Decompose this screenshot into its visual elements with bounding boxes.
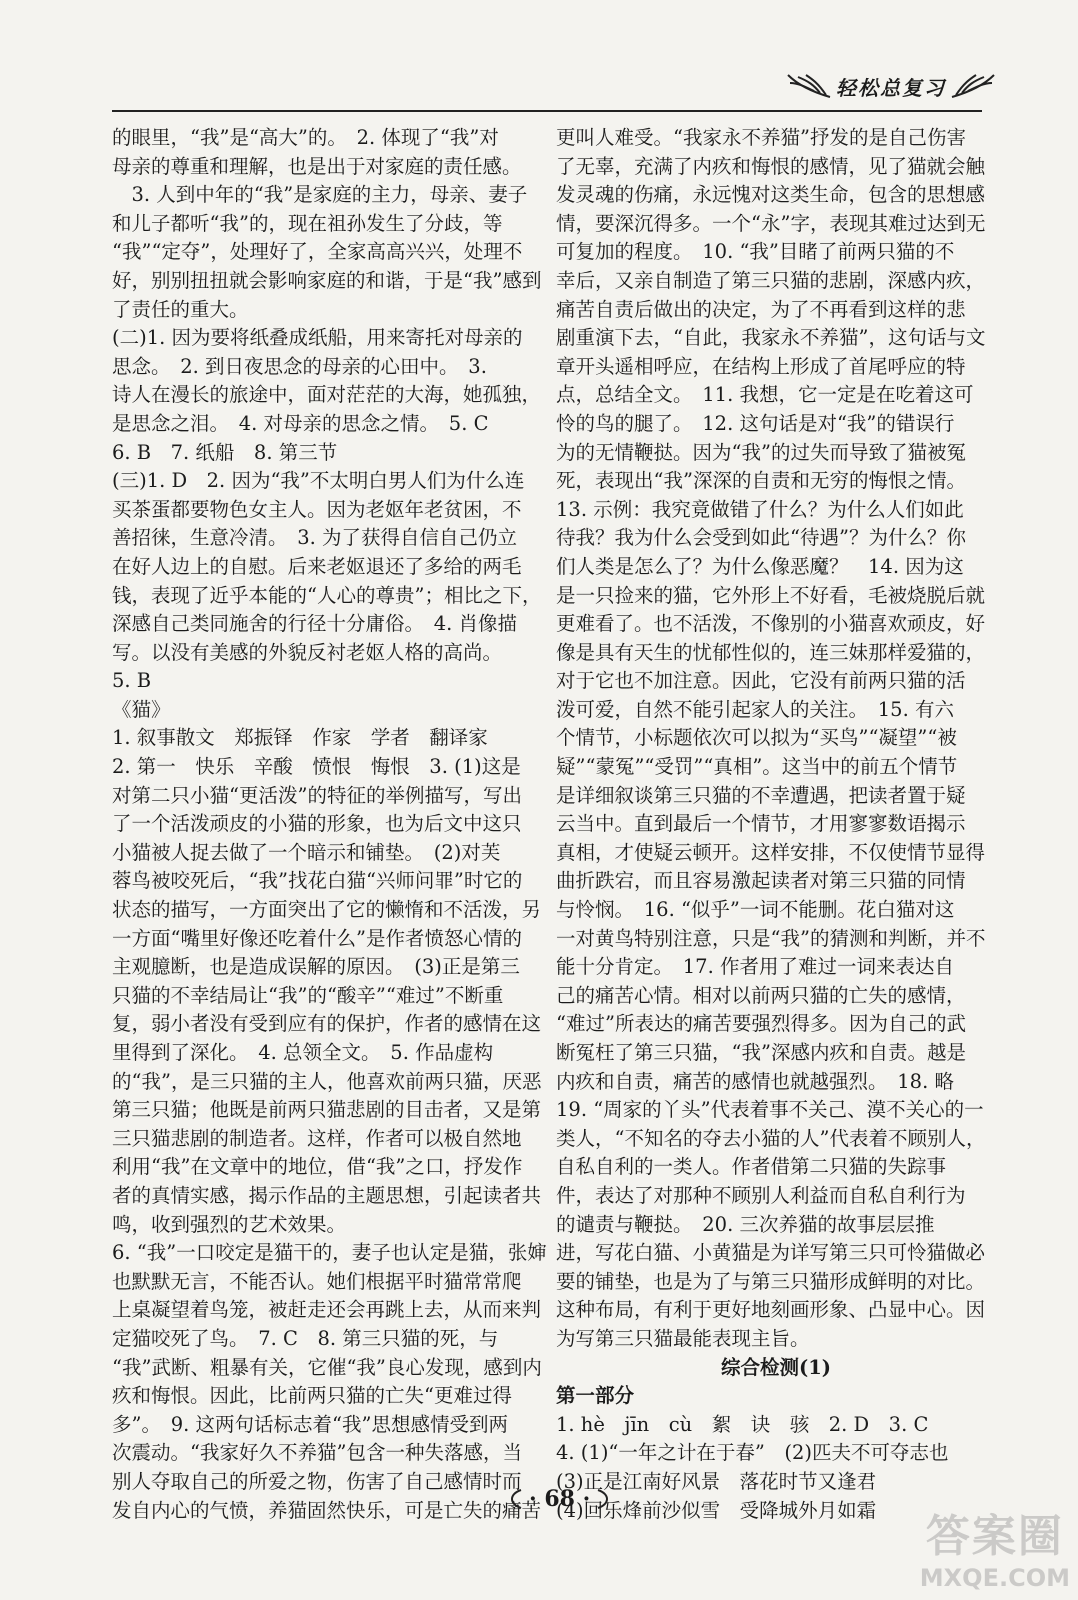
text-line: 自私自利的一类人。作者借第二只猫的失踪事 (556, 1155, 947, 1179)
page-number-ornament (505, 1486, 614, 1512)
text-line: 件，表达了对那种不顾别人利益而自私自利行为 (556, 1183, 966, 1207)
text-line: 这种布局，有利于更好地刻画形象、凸显中心。因 (556, 1298, 986, 1322)
text-line: 《猫》 (112, 697, 171, 721)
text-line: 5. B (112, 669, 152, 693)
watermark-url: MXQE.COM (919, 1564, 1070, 1592)
text-line: 也默默无言，不能否认。她们根据平时猫常常爬 (112, 1269, 522, 1293)
header-brand (786, 72, 996, 101)
text-line: 钱，表现了近乎本能的“人心的尊贵”；相比之下， (112, 583, 542, 607)
text-line: 3. 人到中年的“我”是家庭的主力，母亲、妻子 (112, 183, 528, 207)
text-line: 一方面“嘴里好像还吃着什么”是作者愤怒心情的 (112, 926, 522, 950)
text-line: 利用“我”在文章中的地位，借“我”之口，抒发作 (112, 1155, 523, 1179)
text-line: 发自内心的气愤，养猫固然快乐，可是亡失的痛苦 (112, 1498, 542, 1522)
text-line: 2. 第一 快乐 辛酸 愤恨 悔恨 3. (1)这是 (112, 755, 521, 779)
ornament-left-icon (505, 1488, 523, 1510)
text-line: 里得到了深化。 4. 总领全文。 5. 作品虚构 (112, 1041, 494, 1064)
text-line: 1. 叙事散文 郑振铎 作家 学者 翻译家 (112, 726, 488, 750)
text-line: (三)1. D 2. 因为“我”不太明白男人们为什么连 (112, 469, 525, 493)
ornament-right-icon (596, 1488, 614, 1510)
text-line: 只猫的不幸结局让“我”的“酸辛”“难过”不断重 (112, 983, 504, 1007)
text-line: 是思念之泪。 4. 对母亲的思念之情。 5. C (112, 411, 489, 435)
text-line: 情，要深沉得多。一个“永”字，表现其难过达到无 (556, 211, 986, 235)
text-line: (二)1. 因为要将纸叠成纸船，用来寄托对母亲的 (112, 326, 523, 350)
text-line: 可复加的程度。 10. “我”目睹了前两只猫的不 (556, 240, 955, 264)
left-column (112, 124, 550, 1525)
text-line: 鸣，收到强烈的艺术效果。 (112, 1212, 347, 1236)
text-line: 6. B 7. 纸船 8. 第三节 (112, 440, 338, 464)
text-line: 一对黄鸟特别注意，只是“我”的猜测和判断，并不 (556, 926, 986, 950)
section-title: 综合检测(1) (720, 1355, 832, 1379)
text-line: 幸后，又亲自制造了第三只猫的悲剧，深感内疚， (556, 268, 986, 292)
text-line: 19. “周家的丫头”代表着事不关己、漠不关心的一 (556, 1098, 984, 1122)
text-line: 像是具有天生的忧郁性似的，连三妹那样爱猫的， (556, 640, 986, 664)
text-line: 定猫咬死了鸟。 7. C 8. 第三只猫的死，与 (112, 1326, 499, 1350)
text-line: 待我？我为什么会受到如此“待遇”？为什么？你 (556, 526, 966, 550)
text-line: 善招徕，生意冷清。 3. 为了获得自信自己仍立 (112, 526, 518, 550)
text-line: 的“我”，是三只猫的主人，他喜欢前两只猫，厌恶 (112, 1069, 542, 1093)
text-line: 章开头遥相呼应，在结构上形成了首尾呼应的特 (556, 354, 966, 378)
text-line: 的眼里，“我”是“高大”的。 2. 体现了“我”对 (112, 126, 499, 149)
text-line: 蓉鸟被咬死后，“我”找花白猫“兴师问罪”时它的 (112, 869, 523, 893)
text-line: 痛苦自责后做出的决定，为了不再看到这样的悲 (556, 297, 966, 321)
text-line: (3)正是江南好风景 落花时节又逢君 (556, 1469, 877, 1493)
text-line: 对于它也不加注意。因此，它没有前两只猫的活 (556, 669, 966, 693)
text-line: 们人类是怎么了？为什么像恶魔？ 14. 因为这 (556, 554, 964, 578)
text-line: 的谴责与鞭挞。 20. 三次养猫的故事层层推 (556, 1212, 935, 1236)
text-line: 1. hè jīn cù 絮 诀 骇 2. D 3. C (556, 1412, 929, 1436)
text-line: 泼可爱，自然不能引起家人的关注。 15. 有六 (556, 697, 954, 721)
right-column (556, 124, 996, 1525)
text-line: 了一个活泼顽皮的小猫的形象，也为后文中这只 (112, 812, 522, 836)
text-line: 己的痛苦心情。相对以前两只猫的亡失的感情， (556, 983, 966, 1007)
text-line: 母亲的尊重和理解，也是出于对家庭的责任感。 (112, 154, 522, 178)
text-line: 断冤枉了第三只猫，“我”深感内疚和自责。越是 (556, 1041, 966, 1064)
text-line: 思念。 2. 到日夜思念的母亲的心田中。 3. (112, 354, 487, 378)
text-line: 6. “我”一口咬定是猫干的，妻子也认定是猫，张婶 (112, 1241, 547, 1265)
right-column-lines (556, 124, 996, 1354)
text-line: 内疚和自责，痛苦的感情也就越强烈。 18. 略 (556, 1069, 954, 1093)
text-line: 13. 示例：我究竟做错了什么？为什么人们如此 (556, 497, 964, 521)
text-line: 为的无情鞭挞。因为“我”的过失而导致了猫被冤 (556, 440, 966, 464)
text-line: 4. (1)“一年之计在于春” (2)匹夫不可夺志也 (556, 1441, 949, 1465)
text-line: 疚和悔恨。因此，比前两只猫的亡失“更难过得 (112, 1384, 512, 1408)
text-line: 写。以没有美感的外貌反衬老妪人格的高尚。 (112, 640, 503, 664)
text-line: “难过”所表达的痛苦要强烈得多。因为自己的武 (556, 1012, 966, 1036)
text-line: (4)回乐烽前沙似雪 受降城外月如霜 (556, 1498, 877, 1522)
text-line: 更叫人难受。“我家永不养猫”抒发的是自己伤害 (556, 126, 966, 149)
text-line: “我”武断、粗暴有关，它催“我”良心发现，感到内 (112, 1355, 542, 1379)
text-line: 怜的鸟的腿了。 12. 这句话是对“我”的错误行 (556, 411, 955, 435)
brand-title: 轻松总复习 (836, 76, 946, 100)
wheat-left-icon (786, 73, 832, 101)
text-line: 要的铺垫，也是为了与第三只猫形成鲜明的对比。 (556, 1269, 986, 1293)
text-line: 更难看了。也不活泼，不像别的小猫喜欢顽皮，好 (556, 612, 986, 636)
text-line: 小猫被人捉去做了一个暗示和铺垫。 (2)对芙 (112, 840, 501, 864)
text-line: 能十分肯定。 17. 作者用了难过一词来表达自 (556, 955, 954, 979)
text-line: 三只猫悲剧的制造者。这样，作者可以极自然地 (112, 1126, 522, 1150)
page-number: · 68 · (529, 1486, 591, 1512)
text-line: 状态的描写，一方面突出了它的懒惰和不活泼，另 (112, 898, 542, 922)
text-line: 第三只猫；他既是前两只猫悲剧的目击者，又是第 (112, 1098, 542, 1122)
text-line: 在好人边上的自慰。后来老妪退还了多给的两毛 (112, 554, 522, 578)
text-line: 剧重演下去，“自此，我家永不养猫”，这句话与文 (556, 326, 986, 350)
text-line: 多”。 9. 这两句话标志着“我”思想感情受到两 (112, 1412, 508, 1436)
text-line: “我”“定夺”，处理好了，全家高高兴兴，处理不 (112, 240, 523, 264)
text-line: 了无辜，充满了内疚和悔恨的感情，见了猫就会触 (556, 154, 986, 178)
text-line: 疑”“蒙冤”“受罚”“真相”。这当中的前五个情节 (556, 755, 958, 779)
text-line: 买茶蛋都要物色女主人。因为老妪年老贫困，不 (112, 497, 522, 521)
text-line: 个情节，小标题依次可以拟为“买鸟”“凝望”“被 (556, 726, 957, 750)
wheat-right-icon (950, 73, 996, 101)
text-line: 对第二只小猫“更活泼”的特征的举例描写，写出 (112, 783, 522, 807)
text-line: 诗人在漫长的旅途中，面对茫茫的大海，她孤独， (112, 383, 542, 407)
text-line: 上桌凝望着鸟笼，被赶走还会再跳上去，从而来判 (112, 1298, 542, 1322)
text-line: 次震动。“我家好久不养猫”包含一种失落感，当 (112, 1441, 522, 1465)
text-line: 与怜悯。 16. “似乎”一词不能删。花白猫对这 (556, 898, 955, 922)
watermark (920, 1500, 1070, 1592)
text-line: 曲折跌宕，而且容易激起读者对第三只猫的同情 (556, 869, 966, 893)
text-line: 者的真情实感，揭示作品的主题思想，引起读者共 (112, 1183, 542, 1207)
part-title: 第一部分 (556, 1384, 635, 1408)
text-line: 死，表现出“我”深深的自责和无穷的悔恨之情。 (556, 469, 966, 493)
text-line: 是一只捡来的猫，它外形上不好看，毛被烧脱后就 (556, 583, 986, 607)
text-line: 类人，“不知名的夺去小猫的人”代表着不顾别人， (556, 1126, 986, 1150)
text-line: 真相，才使疑云顿开。这样安排，不仅使情节显得 (556, 840, 986, 864)
text-line: 复，弱小者没有受到应有的保护，作者的感情在这 (112, 1012, 542, 1036)
text-line: 进，写花白猫、小黄猫是为详写第三只可怜猫做必 (556, 1241, 986, 1265)
text-line: 主观臆断，也是造成误解的原因。 (3)正是第三 (112, 955, 520, 979)
text-line: 好，别别扭扭就会影响家庭的和谐，于是“我”感到 (112, 268, 542, 292)
watermark-title: 答案圈 (925, 1511, 1064, 1562)
text-line: 深感自己类同施舍的行径十分庸俗。 4. 肖像描 (112, 612, 518, 636)
text-line: 是详细叙谈第三只猫的不幸遭遇，把读者置于疑 (556, 783, 966, 807)
text-line: 了责任的重大。 (112, 297, 249, 321)
header-rule (112, 110, 982, 112)
text-line: 发灵魂的伤痛，永远愧对这类生命，包含的思想感 (556, 183, 986, 207)
text-line: 云当中。直到最后一个情节，才用寥寥数语揭示 (556, 812, 966, 836)
text-line: 为写第三只猫最能表现主旨。 (556, 1326, 810, 1350)
text-line: 和儿子都听“我”的，现在祖孙发生了分歧，等 (112, 211, 503, 235)
text-line: 点，总结全文。 11. 我想，它一定是在吃着这可 (556, 383, 974, 407)
text-line: 别人夺取自己的所爱之物，伤害了自己感情时而 (112, 1469, 522, 1493)
